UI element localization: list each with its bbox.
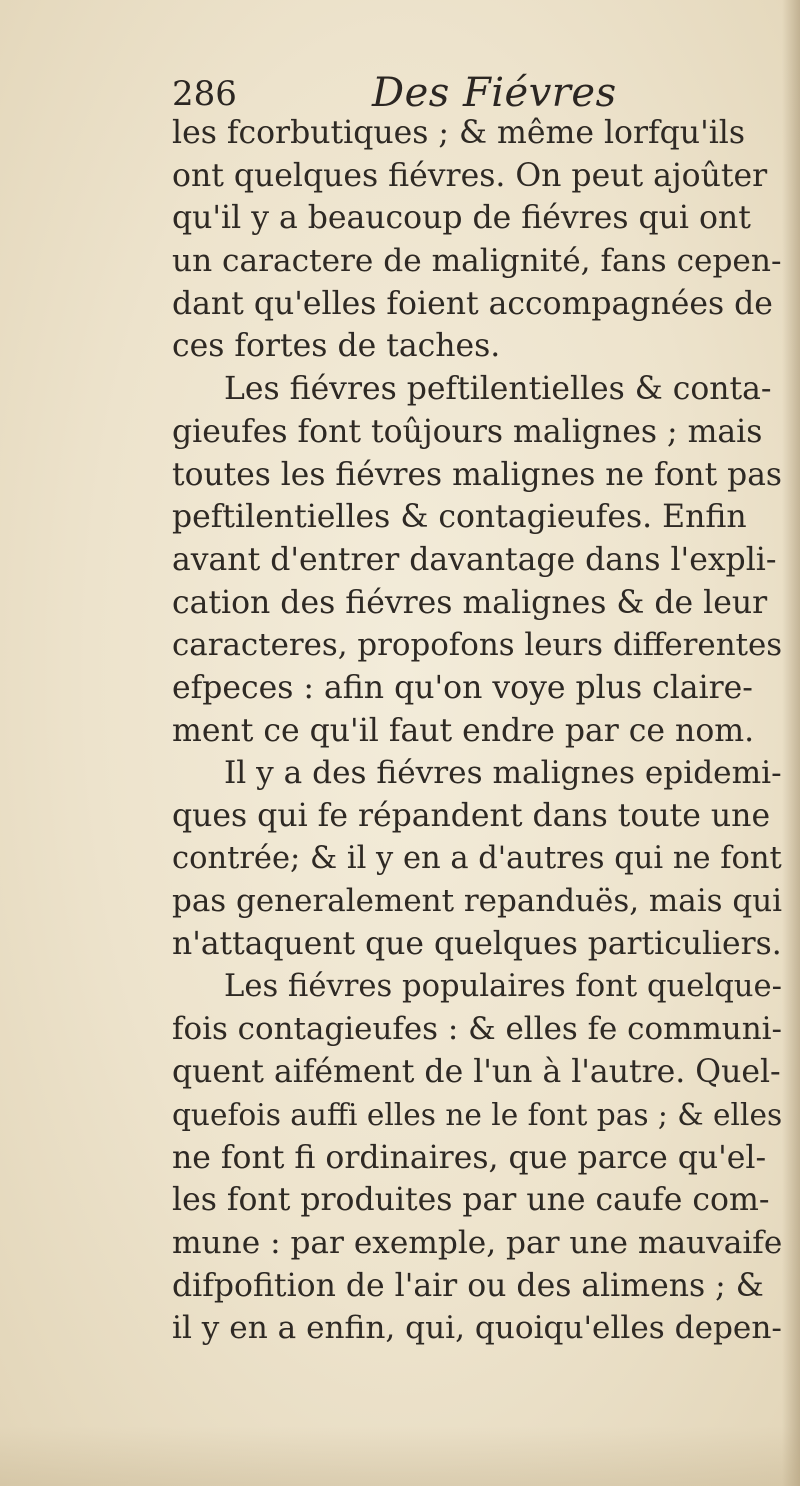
text-line: Les fiévres peftilentielles & conta- xyxy=(224,371,772,408)
text-line: gieufes font toûjours malignes ; mais xyxy=(172,413,763,450)
text-line: les fcorbutiques ; & même lorfqu'ils xyxy=(172,115,745,151)
text-line: dant qu'elles foient accompagnées de xyxy=(172,285,773,322)
running-title: Des Fiévres xyxy=(372,70,617,116)
page-bottom-tone xyxy=(0,1426,800,1486)
text-line: efpeces : afin qu'on voye plus claire- xyxy=(172,669,753,706)
text-line: qu'il y a beaucoup de fiévres qui ont xyxy=(172,200,751,237)
text-line: avant d'entrer davantage dans l'expli- xyxy=(172,541,777,578)
text-line: un caractere de malignité, fans cepen- xyxy=(172,243,782,280)
text-line: les font produites par une caufe com- xyxy=(172,1182,770,1219)
text-line: ment ce qu'il faut endre par ce nom. xyxy=(172,712,755,749)
text-line: ces fortes de taches. xyxy=(172,328,501,365)
text-line: ont quelques fiévres. On peut ajoûter xyxy=(172,157,768,194)
page-number: 286 xyxy=(172,74,237,114)
text-line: peftilentielles & contagieufes. Enfin xyxy=(172,499,747,536)
text-line: difpofition de l'air ou des alimens ; & xyxy=(172,1267,764,1304)
text-line: quefois auffi elles ne le font pas ; & elles xyxy=(172,1097,783,1132)
text-line: ne font fi ordinaires, que parce qu'el- xyxy=(172,1139,767,1176)
text-line: fois contagieufes : & elles fe communi- xyxy=(172,1011,783,1048)
text-line: caracteres, propofons leurs differentes xyxy=(172,627,783,664)
body-text xyxy=(172,112,792,1350)
text-line: il y en a enfin, qui, quoiqu'elles depen- xyxy=(172,1310,782,1347)
text-line: Il y a des fiévres malignes epidemi- xyxy=(224,755,782,792)
text-line: Les fiévres populaires font quelque- xyxy=(224,968,782,1004)
text-line: quent aifément de l'un à l'autre. Quel- xyxy=(172,1054,781,1091)
text-line: pas generalement repanduës, mais qui xyxy=(172,883,783,920)
text-line: mune : par exemple, par une mauvaife xyxy=(172,1224,783,1261)
text-line: toutes les fiévres malignes ne font pas xyxy=(172,456,782,493)
text-line: n'attaquent que quelques particuliers. xyxy=(172,926,782,963)
text-line: ques qui fe répandent dans toute une xyxy=(172,798,771,834)
text-line: cation des fiévres malignes & de leur xyxy=(172,584,768,621)
text-line: contrée; & il y en a d'autres qui ne font xyxy=(172,840,782,876)
